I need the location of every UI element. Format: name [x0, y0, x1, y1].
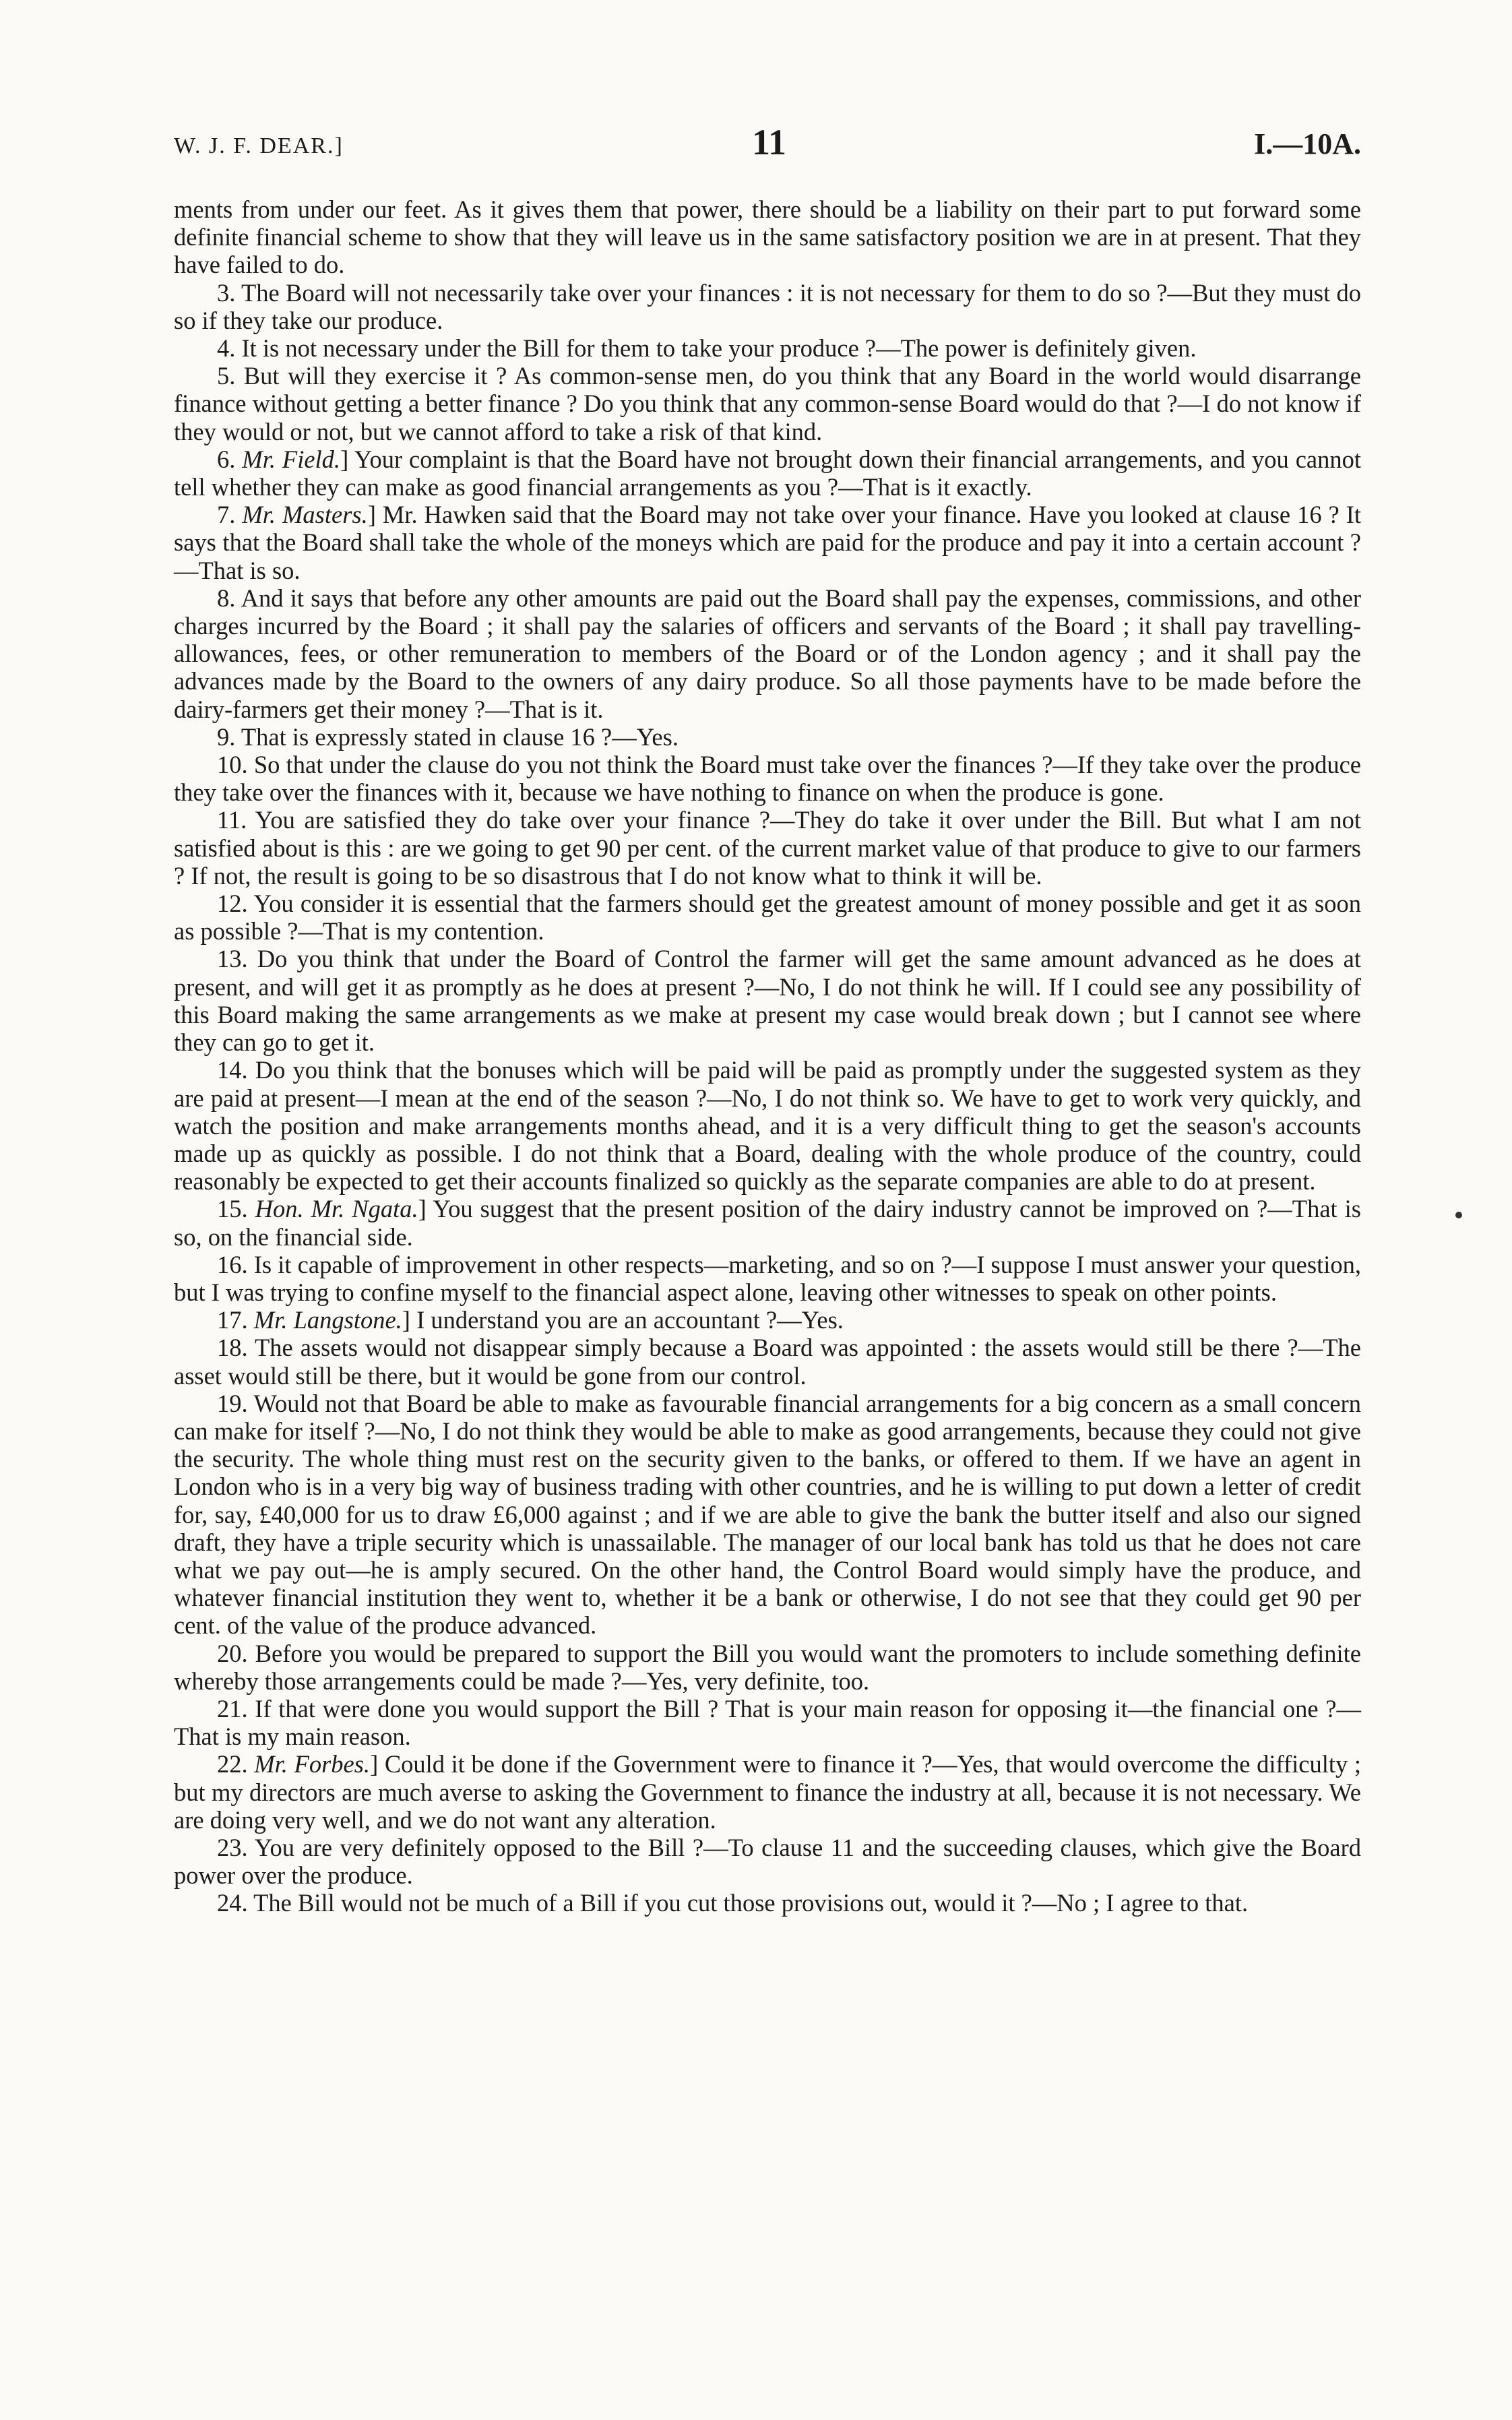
paragraph: ments from under our feet. As it gives them that power, there should be a liability on their part to put forward some definite financial scheme to show that they will leave us in the same satisfactory position we are in at present. That they have failed to do. [174, 195, 1361, 279]
speaker-name: Mr. Masters. [242, 501, 368, 529]
paragraph: 11. You are satisfied they do take over your finance ?—They do take it over under the Bill. But what I am not satisfied about is this : are we going to get 90 per cent. of the current market value of that produce to give to our farmers ? If not, the result is going to be so disastrous that I do not know what to think it will be. [174, 806, 1361, 890]
paragraph: 9. That is expressly stated in clause 16 ?—Yes. [217, 722, 679, 751]
paragraph: 21. If that were done you would support the Bill ? That is your main reason for opposing it—the financial one ?—That is my main reason. [174, 1694, 1361, 1751]
speaker-name: Hon. Mr. Ngata. [255, 1195, 418, 1223]
paragraph: 4. It is not necessary under the Bill for them to take your produce ?—The power is definitely given. [217, 334, 1197, 363]
page-number: 11 [752, 122, 787, 162]
paragraph: 22. Mr. Forbes.] Could it be done if the Government were to finance it ?—Yes, that would overcome the difficulty ; but my directors are much averse to asking the Government to finance the industry at all, because it is not necessary. We are doing very well, and we do not want any alteration. [174, 1750, 1362, 1834]
speaker-name: Mr. Forbes. [254, 1750, 371, 1778]
speaker-name: Mr. Langstone. [253, 1306, 402, 1334]
stray-mark-dot [1455, 1212, 1462, 1218]
paragraph: 3. The Board will not necessarily take over your finances : it is not necessary for them to do so ?—But they must do so if they take our produce. [174, 278, 1361, 334]
page-header [174, 121, 1361, 168]
paragraph: 15. Hon. Mr. Ngata.] You suggest that the present position of the dairy industry cannot be improved on ?—That is so, on the financial side. [174, 1195, 1361, 1251]
paragraph: 10. So that under the clause do you not think the Board must take over the finances ?—If they take over the produce they take over the finances with it, because we have nothing to finance on when the produce is gone. [174, 751, 1361, 807]
paragraph: 8. And it says that before any other amounts are paid out the Board shall pay the expenses, commissions, and other charges incurred by the Board ; it shall pay the salaries of officers and servants of the Board ; it shall pay travelling-allowances, fees, or other remuneration to members of the Board or of the London agency ; and it shall pay the advances made by the Board to the owners of any dairy produce. So all those payments have to be made before the dairy-farmers get their money ?—That is it. [174, 584, 1361, 723]
paragraph: 17. Mr. Langstone.] I understand you are an accountant ?—Yes. [217, 1306, 844, 1334]
paragraph: 7. Mr. Masters.] Mr. Hawken said that the Board may not take over your finance. Have you looked at clause 16 ? It says that the Board shall take the whole of the moneys which are paid for the produce and pay it into a certain account ?—That is so. [174, 501, 1361, 584]
paragraph: 19. Would not that Board be able to make as favourable financial arrangements for a big concern as a small concern can make for itself ?—No, I do not think they would be able to make as good arrangements, because they could not give the security. The whole thing must rest on the security given to the banks, or offered to them. If we have an agent in London who is in a very big way of business trading with other countries, and he is willing to put down a letter of credit for, say, £40,000 for us to draw £6,000 against ; and if we are able to give the bank the butter itself and also our signed draft, they have a triple security which is unassailable. The manager of our local bank has told us that he does not care what we pay out—he is amply secured. On the other hand, the Control Board would simply have the produce, and whatever financial institution they went to, whether it be a bank or otherwise, I do not see that they could get 90 per cent. of the value of the produce advanced. [174, 1389, 1361, 1640]
paragraph: 12. You consider it is essential that the farmers should get the greatest amount of money possible and get it as soon as possible ?—That is my contention. [174, 890, 1361, 945]
paragraph: 24. The Bill would not be much of a Bill if you cut those provisions out, would it ?—No ; I agree to that. [217, 1889, 1249, 1917]
paragraph: 16. Is it capable of improvement in other respects—marketing, and so on ?—I suppose I must answer your question, but I was trying to confine myself to the financial aspect alone, leaving other witnesses to speak on other points. [174, 1250, 1361, 1306]
document-reference: I.—10A. [1254, 127, 1361, 160]
paragraph: 20. Before you would be prepared to support the Bill you would want the promoters to include something definite whereby those arrangements could be made ?—Yes, very definite, too. [174, 1639, 1361, 1695]
body-text [174, 195, 1361, 1917]
speaker-name: Mr. Field. [242, 445, 341, 473]
paragraph: 5. But will they exercise it ? As common-sense men, do you think that any Board in the world would disarrange finance without getting a better finance ? Do you think that any common-sense Board would do that ?—I do not know if they would or not, but we cannot afford to take a risk of that kind. [174, 362, 1361, 445]
paragraph: 18. The assets would not disappear simply because a Board was appointed : the assets would still be there ?—The asset would still be there, but it would be gone from our control. [174, 1334, 1361, 1390]
paragraph: 14. Do you think that the bonuses which will be paid will be paid as promptly under the suggested system as they are paid at present—I mean at the end of the season ?—No, I do not think so. We have to get to work very quickly, and watch the position and make arrangements months ahead, and it is a very difficult thing to get the season's accounts made up as quickly as possible. I do not think that a Board, dealing with the whole produce of the country, could reasonably be expected to get their accounts finalized so quickly as the separate companies are able to do at present. [174, 1056, 1361, 1196]
paragraph: 6. Mr. Field.] Your complaint is that the Board have not brought down their financial arrangements, and you cannot tell whether they can make as good financial arrangements as you ?—That is it exactly. [174, 445, 1361, 501]
paragraph: 13. Do you think that under the Board of Control the farmer will get the same amount advanced as he does at present, and will get it as promptly as he does at present ?—No, I do not think he will. If I could see any possibility of this Board making the same arrangements as we make at present my case would break down ; but I cannot see where they can go to get it. [174, 945, 1361, 1057]
paragraph: 23. You are very definitely opposed to the Bill ?—To clause 11 and the succeeding clauses, which give the Board power over the produce. [174, 1833, 1361, 1890]
witness-name: W. J. F. DEAR.] [174, 133, 344, 158]
